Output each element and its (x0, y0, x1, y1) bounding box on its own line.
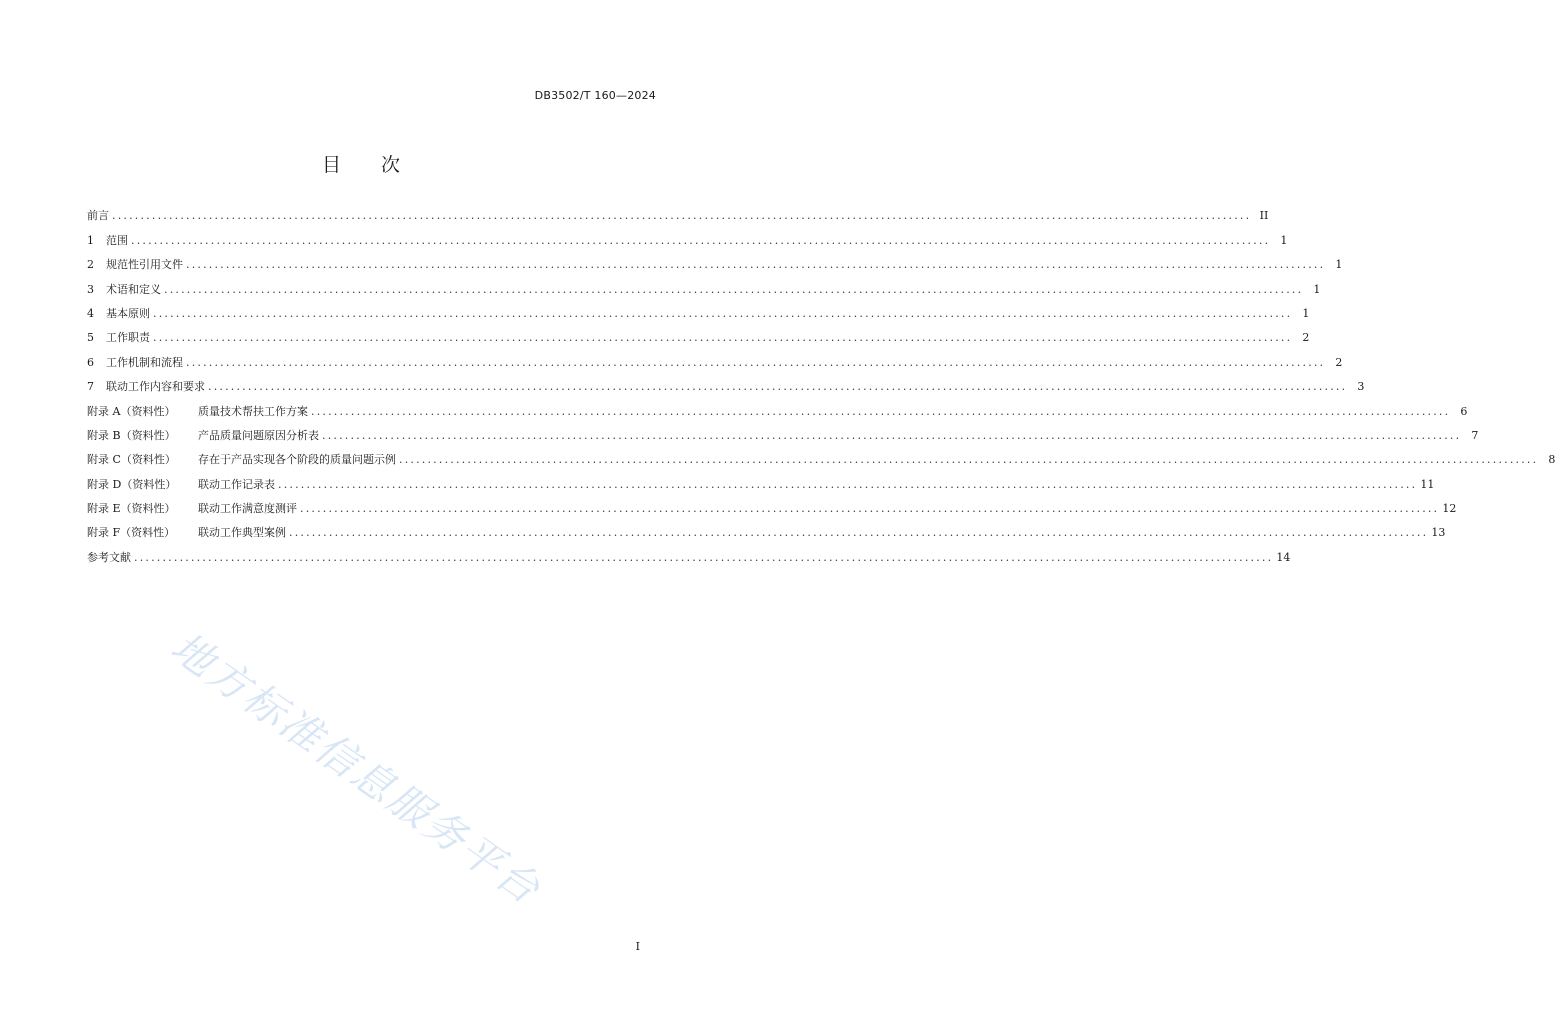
toc-entry-page: II (1259, 209, 1269, 223)
toc-leader-dots: ........................................................................................................................................................................................................ (322, 428, 1462, 442)
toc-entry-number: 1 (87, 233, 94, 247)
toc-entry-label (87, 331, 150, 345)
toc-entry-appendix: 附录 A（资料性） (87, 404, 176, 418)
toc-entry[interactable] (87, 321, 1310, 345)
toc-entry-page: 11 (1420, 477, 1435, 491)
toc-entry-title: 前言 (87, 209, 109, 223)
toc-entry[interactable] (87, 394, 1468, 418)
toc-entry-number: 2 (87, 258, 94, 272)
toc-entry-appendix: 附录 E（资料性） (87, 502, 176, 516)
toc-entry-page: 2 (1302, 331, 1310, 345)
page-title (0, 150, 724, 177)
toc-leader-dots: ........................................................................................................................................................................................................ (153, 331, 1293, 345)
toc-leader-dots: ........................................................................................................................................................................................................ (112, 209, 1252, 223)
toc-entry-number: 6 (87, 355, 94, 369)
toc-leader-dots: ........................................................................................................................................................................................................ (186, 355, 1326, 369)
document-code: DB3502/T 160—2024 (534, 89, 656, 102)
toc-leader-dots: ........................................................................................................................................................................................................ (153, 306, 1293, 320)
toc-entry-page: 1 (1335, 258, 1343, 272)
toc-leader-dots: ........................................................................................................................................................................................................ (208, 380, 1348, 394)
toc-leader-dots: ........................................................................................................................................................................................................ (289, 526, 1429, 540)
toc-entry[interactable] (87, 443, 1555, 467)
toc-entry-appendix: 附录 C（资料性） (87, 453, 176, 467)
toc-entry-page: 7 (1471, 428, 1479, 442)
toc-entry[interactable] (87, 345, 1343, 369)
toc-entry-title: 参考文献 (87, 550, 131, 564)
toc-entry-title: 联动工作满意度测评 (198, 502, 297, 516)
toc-leader-dots: ........................................................................................................................................................................................................ (134, 550, 1274, 564)
toc-entry-title: 工作职责 (106, 331, 150, 345)
toc-entry-number: 7 (87, 380, 94, 394)
toc-leader-dots: ........................................................................................................................................................................................................ (278, 477, 1418, 491)
page-number: I (635, 940, 640, 953)
toc-entry-label (87, 551, 131, 565)
toc-entry-page: 12 (1442, 502, 1457, 516)
toc-leader-dots: ........................................................................................................................................................................................................ (131, 233, 1271, 247)
table-of-contents (87, 199, 1555, 565)
toc-entry-label (87, 283, 161, 297)
toc-entry-label (87, 258, 183, 272)
toc-entry[interactable] (87, 516, 1446, 540)
toc-entry[interactable] (87, 467, 1435, 491)
toc-entry-label (87, 356, 183, 370)
toc-entry[interactable] (87, 272, 1321, 296)
toc-entry-page: 8 (1548, 453, 1555, 467)
toc-entry[interactable] (87, 370, 1365, 394)
toc-entry[interactable] (87, 223, 1288, 247)
toc-entry-label (87, 307, 150, 321)
toc-entry-appendix: 附录 D（资料性） (87, 477, 177, 491)
toc-entry-title: 工作机制和流程 (106, 355, 183, 369)
toc-entry-label (87, 234, 128, 248)
toc-entry-number: 5 (87, 331, 94, 345)
toc-entry-title: 联动工作内容和要求 (106, 380, 205, 394)
toc-entry-appendix: 附录 B（资料性） (87, 428, 176, 442)
toc-entry-page: 2 (1335, 355, 1343, 369)
toc-leader-dots: ........................................................................................................................................................................................................ (186, 258, 1326, 272)
toc-entry-page: 13 (1431, 526, 1446, 540)
toc-leader-dots: ........................................................................................................................................................................................................ (164, 282, 1304, 296)
toc-entry-page: 1 (1280, 233, 1288, 247)
toc-entry[interactable] (87, 248, 1343, 272)
toc-entry[interactable] (87, 199, 1269, 223)
toc-entry[interactable] (87, 419, 1479, 443)
toc-entry-label (87, 526, 286, 540)
toc-entry-title: 联动工作记录表 (198, 477, 275, 491)
toc-entry-title: 存在于产品实现各个阶段的质量问题示例 (198, 453, 396, 467)
toc-entry-page: 6 (1460, 404, 1468, 418)
toc-entry-page: 14 (1276, 550, 1291, 564)
toc-entry[interactable] (87, 297, 1310, 321)
toc-entry-title: 产品质量问题原因分析表 (198, 428, 319, 442)
toc-entry-label (87, 209, 109, 223)
toc-leader-dots: ........................................................................................................................................................................................................ (311, 404, 1451, 418)
toc-leader-dots: ........................................................................................................................................................................................................ (399, 453, 1539, 467)
toc-entry-label (87, 429, 319, 443)
toc-entry-label (87, 405, 308, 419)
toc-entry-number: 3 (87, 282, 94, 296)
title-char-left: 目 (321, 154, 343, 176)
toc-entry-title: 范围 (106, 233, 128, 247)
toc-leader-dots: ........................................................................................................................................................................................................ (300, 502, 1440, 516)
title-char-right: 次 (381, 154, 403, 176)
toc-entry-title: 联动工作典型案例 (198, 526, 286, 540)
toc-entry-label (87, 453, 396, 467)
toc-entry-page: 3 (1357, 380, 1365, 394)
toc-entry-label (87, 502, 297, 516)
toc-entry-label (87, 478, 275, 492)
toc-entry-page: 1 (1302, 306, 1310, 320)
toc-entry-number: 4 (87, 306, 94, 320)
toc-entry-title: 规范性引用文件 (106, 258, 183, 272)
toc-entry-title: 质量技术帮扶工作方案 (198, 404, 308, 418)
toc-entry[interactable] (87, 492, 1457, 516)
toc-entry[interactable] (87, 540, 1291, 564)
toc-entry-title: 术语和定义 (106, 282, 161, 296)
toc-entry-page: 1 (1313, 282, 1321, 296)
toc-entry-appendix: 附录 F（资料性） (87, 526, 176, 540)
watermark: 地方标准信息服务平台 (162, 622, 551, 915)
toc-entry-label (87, 380, 205, 394)
toc-entry-title: 基本原则 (106, 306, 150, 320)
